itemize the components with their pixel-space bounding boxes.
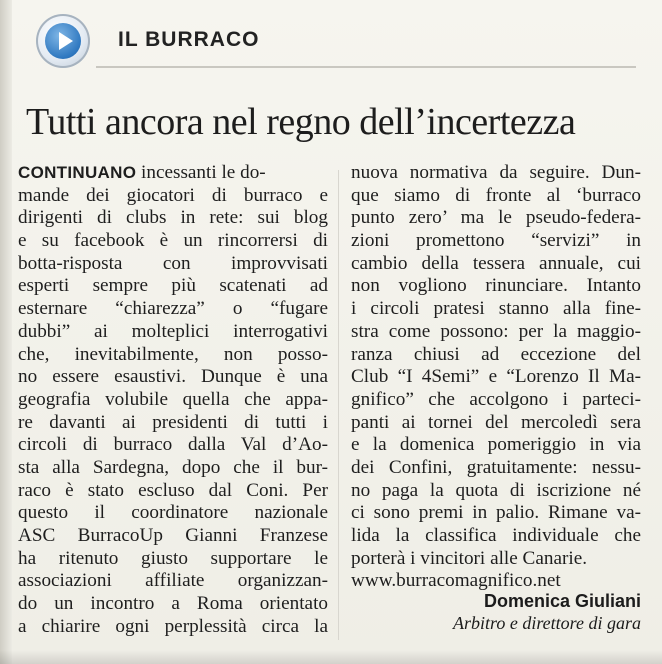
text-line: que siamo di fronte al ‘burraco [351, 184, 641, 206]
text-line: esternare “chiarezza” o “fugare [18, 298, 328, 320]
text-line: no essere esaustivi. Dunque è una [18, 366, 328, 388]
text-line: punto zero’ ma le pseudo-federa- [351, 207, 641, 229]
section-header [28, 10, 648, 70]
text-line: ha ritenuto giusto supportare le [18, 547, 328, 569]
text-line: mande dei giocatori di burraco e [18, 184, 328, 206]
author-name: Domenica Giuliani [483, 591, 641, 611]
text-line: panti ai tornei del mercoledì sera [351, 411, 641, 433]
header-divider [96, 66, 636, 68]
lead-line [18, 162, 328, 185]
page-bottom-shadow [0, 650, 662, 664]
text-line: do un incontro a Roma orientato [18, 593, 328, 615]
text-line: nuova normativa da seguire. Dun- [351, 162, 641, 183]
article-column-right [351, 162, 641, 593]
website-link: www.burracomagnifico.net [351, 570, 561, 592]
text-line: non vogliono rinunciare. Intanto [351, 275, 641, 297]
lead-line-text: incessanti le do- [136, 162, 266, 183]
text-line: dubbi” ai molteplici interrogativi [18, 320, 328, 342]
text-line: dirigenti di clubs in rete: sui blog [18, 207, 328, 229]
lead-word: CONTINUANO [18, 163, 137, 182]
text-line: cambio della tessera annuale, cui [351, 252, 641, 274]
section-label: IL BURRACO [118, 28, 260, 51]
text-line: botta-risposta con improvvisati [18, 252, 328, 274]
text-line: e su facebook è un rincorrersi di [18, 230, 328, 252]
text-line: che, inevitabilmente, non posso- [18, 343, 328, 365]
text-line: circoli di burraco dalla Val d’Ao- [18, 434, 328, 456]
text-line: Club “I 4Semi” e “Lorenzo Il Ma- [351, 366, 641, 388]
text-line: porterà i vincitori alle Canarie. [351, 547, 588, 569]
play-triangle-icon [48, 24, 78, 58]
column-divider [338, 170, 339, 640]
text-line: ASC BurracoUp Gianni Franzese [18, 525, 328, 547]
text-line: dei Confini, gratuitamente: nessu- [351, 456, 641, 478]
text-line: ranza chiusi ad eccezione del [351, 343, 641, 365]
text-line: ci sono premi in palio. Rimane va- [351, 502, 641, 524]
author-role: Arbitro e direttore di gara [453, 613, 641, 633]
text-line: esperti sempre più scatenati ad [18, 275, 328, 297]
text-line: lida la classifica individuale che [351, 525, 641, 546]
page-edge [0, 0, 12, 664]
text-line: a chiarire ogni perplessità circa la [18, 615, 328, 637]
text-line: i circoli pratesi stanno alla fine- [351, 298, 641, 320]
text-line: stra come possono: per la maggio- [351, 320, 641, 342]
text-line: re davanti ai presidenti di tutti i [18, 411, 328, 433]
text-line: geografia volubile quella che appa- [18, 388, 328, 410]
text-line: gnifico” che accolgono i parteci- [351, 388, 641, 410]
text-line: associazioni affiliate organizzan- [18, 570, 328, 592]
text-line: e la domenica pomeriggio in via [351, 434, 641, 456]
text-line: no paga la quota di iscrizione né [351, 479, 641, 501]
article-headline: Tutti ancora nel regno dell’incertezza [26, 101, 576, 143]
text-line: zioni promettono “servizi” in [351, 230, 641, 252]
play-icon [36, 14, 90, 68]
text-line: raco è stato escluso dal Coni. Per [18, 479, 328, 501]
article-column-left [18, 162, 328, 638]
text-line: sta alla Sardegna, dopo che il bur- [18, 456, 328, 478]
text-line: questo il coordinatore nazionale [18, 502, 328, 524]
